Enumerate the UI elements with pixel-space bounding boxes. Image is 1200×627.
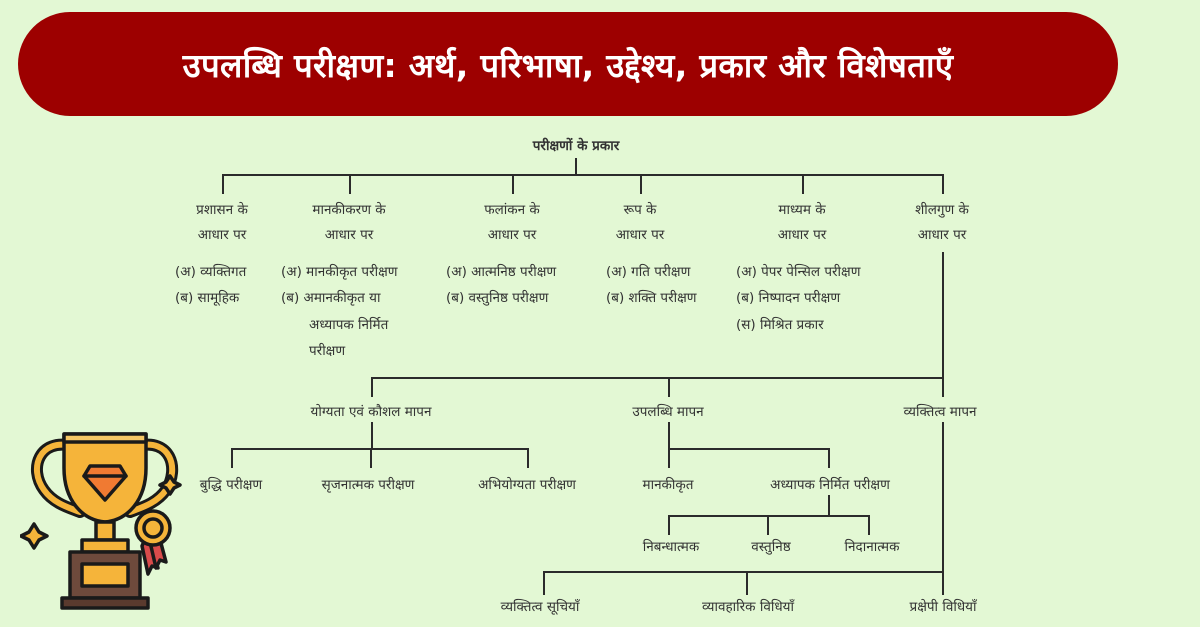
achievement-child: मानकीकृत: [642, 477, 694, 493]
connector: [512, 174, 514, 194]
connector: [942, 422, 944, 595]
connector: [767, 515, 769, 535]
achievement-child: अध्यापक निर्मित परीक्षण: [770, 477, 890, 493]
connector: [668, 448, 829, 450]
connector: [371, 377, 373, 397]
connector: [543, 571, 943, 573]
list-item: (अ) पेपर पेन्सिल परीक्षण: [736, 264, 861, 280]
personality-measurement: व्यक्तित्व मापन: [903, 404, 977, 420]
trophy-icon: [20, 428, 190, 613]
list-item: (अ) मानकीकृत परीक्षण: [281, 264, 398, 280]
list-item: अध्यापक निर्मित: [309, 317, 389, 333]
list-item: (स) मिश्रित प्रकार: [736, 317, 824, 333]
base-form: आधार पर: [615, 227, 665, 243]
list-item: परीक्षण: [309, 343, 346, 359]
connector: [640, 174, 642, 194]
list-item: (ब) वस्तुनिष्ठ परीक्षण: [446, 290, 549, 306]
connector: [371, 422, 373, 448]
ability-child: अभियोग्यता परीक्षण: [478, 477, 576, 493]
connector: [527, 448, 529, 468]
connector: [868, 515, 870, 535]
connector: [942, 377, 944, 397]
personality-child: व्यक्तित्व सूचियाँ: [500, 599, 580, 615]
teacher-made-child: निबन्धात्मक: [642, 539, 700, 555]
base-scoring: आधार पर: [487, 227, 537, 243]
connector: [942, 174, 944, 194]
list-item: (अ) आत्मनिष्ठ परीक्षण: [446, 264, 557, 280]
connector: [668, 515, 670, 535]
ability-child: सृजनात्मक परीक्षण: [321, 477, 415, 493]
connector: [231, 448, 528, 450]
teacher-made-child: वस्तुनिष्ठ: [751, 539, 791, 555]
root-node: परीक्षणों के प्रकार: [532, 138, 620, 154]
base-administration: आधार पर: [197, 227, 247, 243]
connector: [668, 422, 670, 448]
connector: [828, 448, 830, 468]
base-scoring: फलांकन के: [484, 202, 540, 218]
connector: [543, 571, 545, 595]
base-standardization: मानकीकरण के: [312, 202, 386, 218]
achievement-measurement: उपलब्धि मापन: [632, 404, 704, 420]
list-item: (ब) सामूहिक: [175, 290, 240, 306]
base-medium: आधार पर: [777, 227, 827, 243]
list-item: (ब) शक्ति परीक्षण: [606, 290, 697, 306]
list-item: (अ) व्यक्तिगत: [175, 264, 247, 280]
page-title: उपलब्धि परीक्षण: अर्थ, परिभाषा, उद्देश्य, प्रकार और विशेषताएँ: [182, 45, 954, 85]
ability-measurement: योग्यता एवं कौशल मापन: [310, 404, 432, 420]
base-medium: माध्यम के: [778, 202, 826, 218]
connector: [231, 448, 233, 468]
list-item: (अ) गति परीक्षण: [606, 264, 691, 280]
connector: [371, 377, 943, 379]
connector: [668, 448, 670, 468]
connector: [222, 174, 943, 176]
ability-child: बुद्धि परीक्षण: [199, 477, 263, 493]
connector: [802, 174, 804, 194]
personality-child: व्यावहारिक विधियाँ: [702, 599, 794, 615]
base-form: रूप के: [623, 202, 657, 218]
base-trait: आधार पर: [917, 227, 967, 243]
list-item: (ब) अमानकीकृत या: [281, 290, 381, 306]
connector: [370, 448, 372, 468]
base-trait: शीलगुण के: [915, 202, 969, 218]
connector: [746, 571, 748, 595]
connector: [668, 377, 670, 397]
base-administration: प्रशासन के: [196, 202, 248, 218]
teacher-made-child: निदानात्मक: [844, 539, 900, 555]
connector: [828, 495, 830, 515]
connector: [575, 158, 577, 174]
connector: [349, 174, 351, 194]
connector: [222, 174, 224, 194]
base-standardization: आधार पर: [324, 227, 374, 243]
list-item: (ब) निष्पादन परीक्षण: [736, 290, 841, 306]
connector: [942, 252, 944, 377]
personality-child: प्रक्षेपी विधियाँ: [909, 599, 977, 615]
